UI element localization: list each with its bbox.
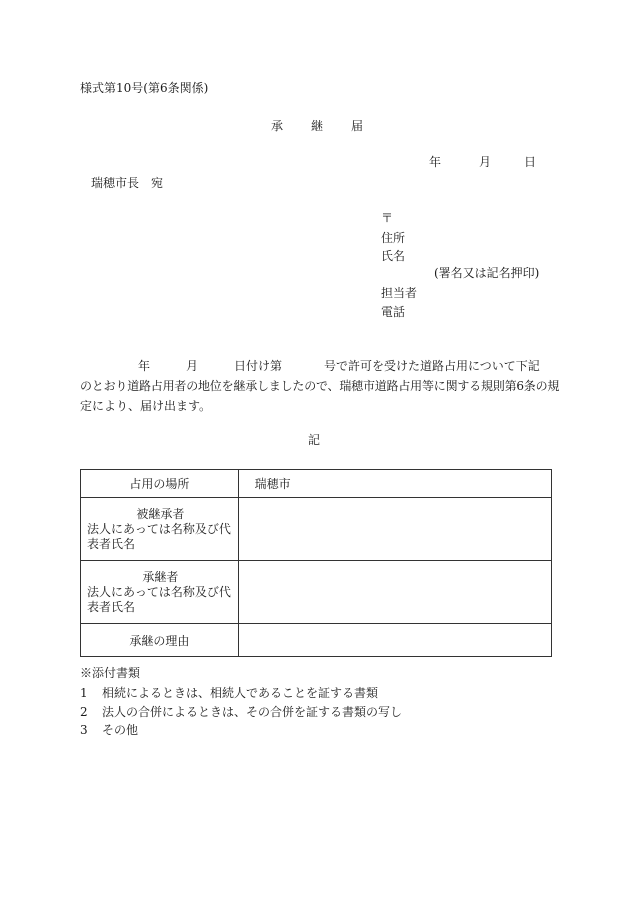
succession-reason-value[interactable] [238, 624, 551, 657]
date-year-label: 年 [429, 155, 442, 169]
date-day-label: 日 [524, 155, 537, 169]
body-text [80, 356, 560, 416]
succession-reason-label: 承継の理由 [81, 624, 239, 657]
occupancy-location-label: 占用の場所 [81, 470, 239, 498]
form-number: 様式第10号(第6条関係) [80, 81, 209, 95]
addressee: 瑞穂市長 宛 [91, 176, 164, 190]
predecessor-value[interactable] [238, 498, 551, 561]
name-label: 氏名 [381, 249, 406, 263]
attachment-number: 3 [80, 723, 88, 737]
attachment-number: 2 [80, 705, 88, 719]
attachment-item [80, 722, 138, 738]
attachment-number: 1 [80, 686, 88, 700]
postal-mark: 〒 [381, 211, 394, 225]
attachment-item [80, 704, 402, 720]
address-label: 住所 [381, 231, 406, 245]
predecessor-label-title: 被継承者 [136, 506, 185, 521]
attachment-text: 相続によるときは、相続人であることを証する書類 [102, 686, 379, 700]
body-line-3: 定により、届け出ます。 [80, 399, 212, 413]
title-char: 承 [271, 119, 284, 133]
body-line-1 [80, 356, 555, 376]
body-rest: 号で許可を受けた道路占用について下記 [324, 359, 540, 373]
contact-person-label: 担当者 [381, 286, 418, 300]
successor-label-note: 法人にあっては名称及び代 [87, 584, 231, 599]
predecessor-label [81, 498, 239, 561]
successor-label [81, 561, 239, 624]
body-year: 年 [138, 359, 151, 373]
table-row [81, 470, 552, 498]
table-row [81, 624, 552, 657]
note-label: 記 [308, 433, 321, 447]
successor-value[interactable] [238, 561, 551, 624]
body-line-2: のとおり道路占用者の地位を継承しましたので、瑞穂市道路占用等に関する規則第6条の規 [80, 379, 560, 393]
body-month: 月 [186, 359, 199, 373]
document-title [271, 118, 363, 134]
attachments-title: ※添付書類 [80, 666, 141, 680]
table-row [81, 498, 552, 561]
predecessor-label-note: 表者氏名 [87, 536, 136, 551]
phone-label: 電話 [381, 305, 406, 319]
signature-note: (署名又は記名押印) [434, 266, 540, 280]
occupancy-location-value: 瑞穂市 [238, 470, 551, 498]
attachment-text: 法人の合併によるときは、その合併を証する書類の写し [102, 705, 403, 719]
title-char: 届 [351, 119, 364, 133]
attachment-text: その他 [102, 723, 139, 737]
title-char: 継 [311, 119, 324, 133]
successor-label-title: 承継者 [142, 569, 179, 584]
predecessor-label-note: 法人にあっては名称及び代 [87, 521, 231, 536]
info-table [80, 469, 552, 657]
date-month-label: 月 [479, 155, 492, 169]
table-row [81, 561, 552, 624]
successor-label-note: 表者氏名 [87, 599, 136, 614]
attachment-item [80, 685, 378, 701]
body-date: 日付け第 [234, 359, 283, 373]
